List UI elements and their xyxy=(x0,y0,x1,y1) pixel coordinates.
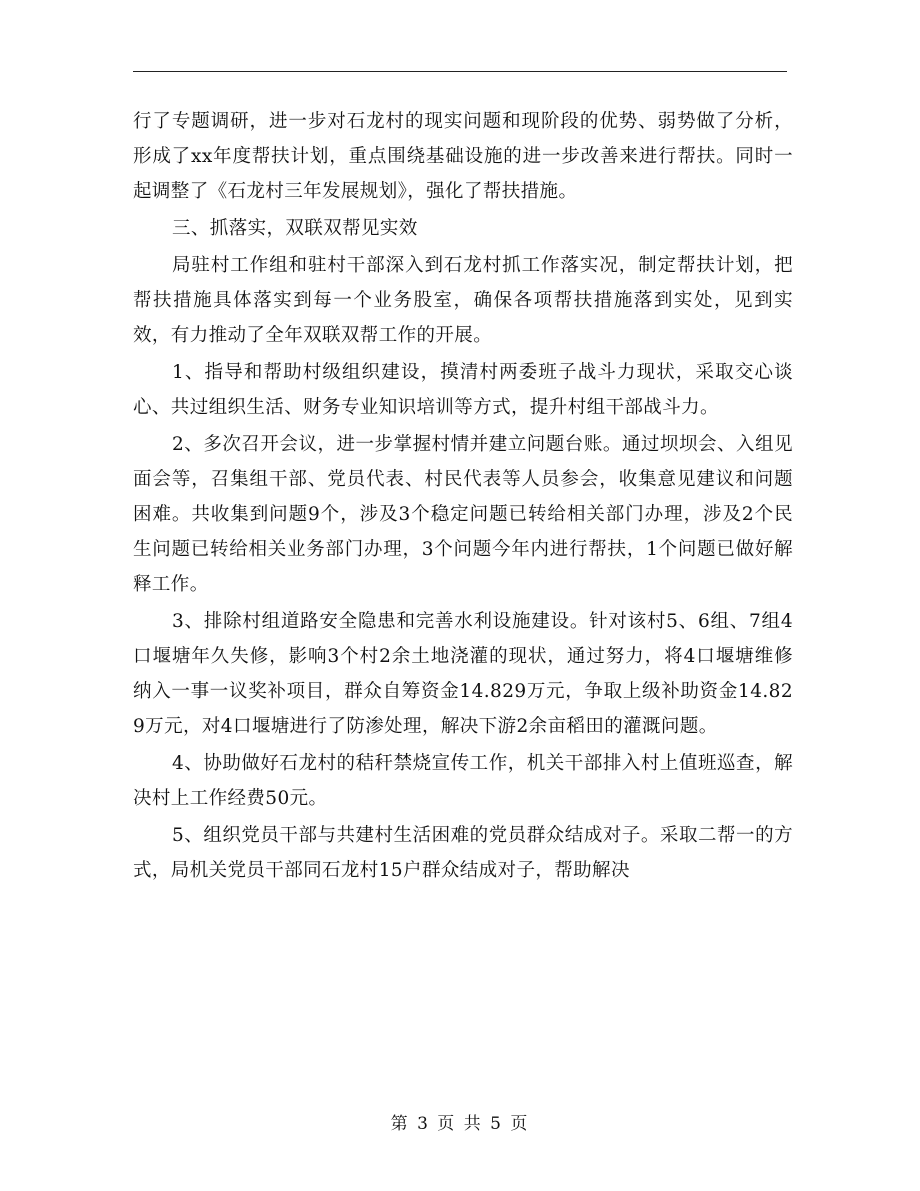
list-item-2: 2、多次召开会议，进一步掌握村情并建立问题台账。通过坝坝会、入组见面会等，召集组干部、党员代表、村民代表等人员参会，收集意见建议和问题困难。共收集到问题9个，涉及3个稳定问题已转给相关部门办理，涉及2个民生问题已转给相关业务部门办理，3个问题今年内进行帮扶，1个问题已做好解释工作。 xyxy=(133,434,793,595)
list-item-1: 1、指导和帮助村级组织建设，摸清村两委班子战斗力现状，采取交心谈心、共过组织生活、财务专业知识培训等方式，提升村组干部战斗力。 xyxy=(133,362,793,418)
list-item-4: 4、协助做好石龙村的秸秆禁烧宣传工作，机关干部排入村上值班巡查，解决村上工作经费50元。 xyxy=(133,753,793,809)
list-item-3: 3、排除村组道路安全隐患和完善水利设施建设。针对该村5、6组、7组4口堰塘年久失修，影响3个村2余土地浇灌的现状，通过努力，将4口堰塘维修纳入一事一议奖补项目，群众自筹资金14.829万元，争取上级补助资金14.829万元，对4口堰塘进行了防渗处理，解决下游2余亩稻田的灌溉问题。 xyxy=(133,611,793,737)
paragraph-1: 行了专题调研，进一步对石龙村的现实问题和现阶段的优势、弱势做了分析，形成了xx年度帮扶计划，重点围绕基础设施的进一步改善来进行帮扶。同时一起调整了《石龙村三年发展规划》，强化了帮扶措施。 xyxy=(133,111,793,202)
header-rule xyxy=(133,71,787,72)
paragraph-2: 局驻村工作组和驻村干部深入到石龙村抓工作落实况，制定帮扶计划，把帮扶措施具体落实到每一个业务股室，确保各项帮扶措施落到实处，见到实效，有力推动了全年双联双帮工作的开展。 xyxy=(133,255,793,346)
document-body xyxy=(133,104,793,888)
page-number: 第 3 页 共 5 页 xyxy=(390,1114,530,1134)
list-item-5: 5、组织党员干部与共建村生活困难的党员群众结成对子。采取二帮一的方式，局机关党员干部同石龙村15户群众结成对子，帮助解决 xyxy=(133,825,793,881)
section-heading: 三、抓落实，双联双帮见实效 xyxy=(172,218,418,239)
